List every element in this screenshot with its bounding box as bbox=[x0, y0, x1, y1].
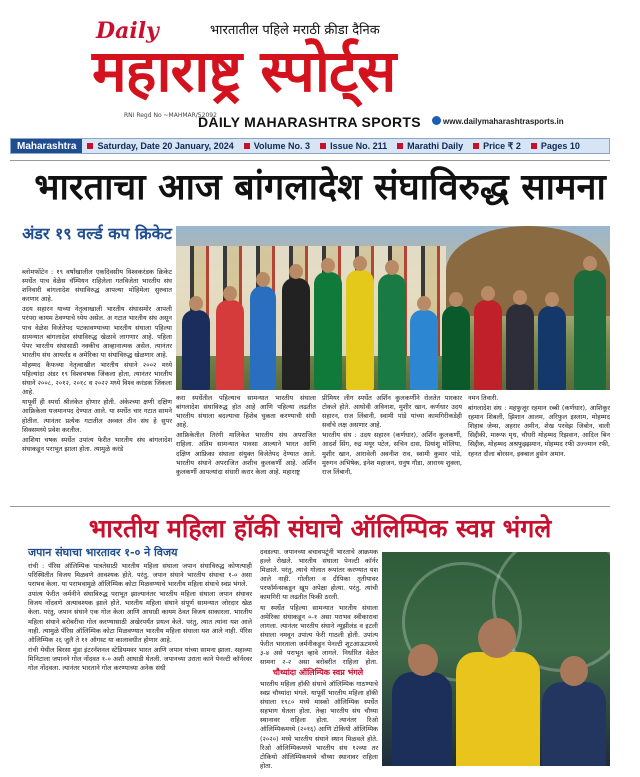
player-figure bbox=[456, 652, 540, 766]
u19-captains-photo bbox=[176, 226, 610, 390]
paragraph: नमन तिवारी. bbox=[468, 394, 499, 402]
paragraph: दवडल्या. जपानच्या बचावपटूंनी भारताचे आक्रमक हल्ले रोखले. भारतीय संघाला पेनल्टी कॉर्नर मिळाले. परंतु, त्याचे गोलात रूपांतर करण्यात यश आले नाही. गोलीला व दीपिका तृतीयावर परफॉर्मन्सकडून खूप अपेक्षा होत्या. परंतु, त्यांची कामगिरी या लढतीत फिकी ठरली. bbox=[260, 548, 378, 602]
player-figure bbox=[410, 310, 438, 390]
player-head bbox=[408, 644, 438, 676]
edition-state: Maharashtra bbox=[11, 139, 82, 153]
issue-pages-text: Pages 10 bbox=[540, 141, 580, 151]
player-figure bbox=[442, 306, 470, 390]
issue-volume-text: Volume No. 3 bbox=[253, 141, 311, 151]
player-figure bbox=[182, 310, 210, 390]
bullet-square-icon bbox=[473, 143, 479, 149]
paragraph: करा स्पर्धेतील पहिल्याच सामन्यात भारतीय संघाला बांगलादेश संघाविरुद्ध होत आहे आणि पहिल्या लढतीत भारतीय संघाला बदल्याचा हिशेब चुकता करण्याची संधी आहे. bbox=[176, 394, 316, 430]
player-head bbox=[560, 656, 588, 686]
website-text: www.dailymaharashtrasports.in bbox=[443, 117, 564, 126]
website-link[interactable] bbox=[432, 116, 564, 126]
issue-date bbox=[82, 141, 238, 151]
masthead bbox=[0, 0, 640, 130]
story2-column-2b bbox=[260, 680, 378, 770]
bullet-square-icon bbox=[531, 143, 537, 149]
paragraph: मोहम्मद कैफच्या नेतृत्वाखील भारतीय संघाने २००२ मध्ये पहिल्यांदा अंडर १९ विश्वचषक जिंकला होता, त्यानंतर भारतीय संघाने २००८, २०१२, २०१८ व २०२२ मध्ये विश्व करंडक जिंकला आहे. bbox=[22, 360, 172, 397]
bullet-square-icon bbox=[244, 143, 250, 149]
paragraph: बांगलादेश संघ : महफुजूर रहमान रब्बी (कर्णधार), आशिकूर रहमान शिबली, झिशान आलम, अरिफुल इस्लाम, मोहम्मद शिहाब जेम्स, अहरार अमीन, शेख परवेझ जिबोन, वाली सिद्दीकी, मारूफ मृध, चौधरी मोहम्मद रिझवान, आदिल बिन सिद्दीक, मोहम्मद अश्रफुझ्झमान, मोहम्मद रफी उज्ज्मान रफी, रहनत दौला बोरसन, इक्बाल हुसेन अमान. bbox=[468, 404, 610, 458]
player-head bbox=[478, 618, 516, 658]
divider bbox=[10, 160, 610, 161]
story2-headline: भारतीय महिला हॉकी संघाचे ऑलिम्पिक स्वप्न भंगले bbox=[88, 514, 552, 543]
player-figure bbox=[250, 286, 276, 390]
globe-icon bbox=[432, 116, 441, 125]
player-figure bbox=[574, 270, 606, 390]
bullet-square-icon bbox=[87, 143, 93, 149]
story1-column-4 bbox=[468, 394, 610, 498]
player-figure bbox=[542, 682, 606, 766]
bullet-square-icon bbox=[320, 143, 326, 149]
paragraph: उपांत्य फेरीत जर्मनीने संघाविरुद्ध पराभूत झाल्यानंतर भारतीय महिला संघाला जपान संघावर विजय नोंदवणे अत्यावश्यक झाले होते. भारतीय महिला संघाने संपूर्ण सामन्यात जोरदार खेळ केला. परंतु, जपान संघाने एक गोल केला आणि आघाडी कायम ठेवत विजय साकारला. भारतीय महिला संघाने बरोबरीचा गोल करण्यासाठी अखेरपर्यंत प्रयत्न केले. परंतु, त्यात त्यांना यश आले नाही. त्यामुळे पॅरिस ऑलिम्पिक कोटा मिळवण्यात भारतीय महिला संघाला यश आले नाही. पॅरिस ऑलिम्पिक २६ जुलै ते ११ ऑगस्ट या कालावधीत होणार आहे. bbox=[28, 590, 252, 644]
issue-language bbox=[392, 141, 468, 151]
story2-column-1 bbox=[28, 562, 252, 770]
paragraph: रांची येथील बिरसा मुंडा इंटरनॅशनल स्टेडियमवर भारत आणि जपान यांच्या सामना झाला. सहाव्या मिनिटाला जपानने गोल नोंदवत १-० अशी आघाडी घेतली. जपानच्या उराता काने पेनल्टी कॉर्नरवर गोल नोंदवला. त्यानंतर भारताने गोल करण्याच्या अनेक संधी bbox=[28, 645, 252, 673]
hockey-team-photo bbox=[382, 552, 610, 766]
newspaper-logo-title: महाराष्ट्र स्पोर्ट्स bbox=[92, 37, 396, 105]
player-figure bbox=[282, 278, 310, 390]
player-figure bbox=[346, 270, 374, 390]
paragraph: उदय सहारन याच्या नेतृत्वाखाली भारतीय संघासमोर आपली परंपरा कायम ठेवण्याचे ध्येय असेल. अ गटात भारतीय संघ असून पाच वेळेस विजेतेपद पटकावण्याच्या भारतीय संघाला पहिल्या सामन्यात बांगलादेश संघाविरुद्ध खेळावे लागणार आहे. पहिला पेपर भारतीय संघासाठी नक्कीच आव्हानात्मक असेल. त्यानंतर भारतीय संघ आयर्लंड व अमेरिका या संघांविरुद्ध खेळणार आहे. bbox=[22, 305, 172, 359]
issue-number bbox=[315, 141, 392, 151]
story1-column-3 bbox=[322, 394, 462, 498]
paragraph: भारतीय महिला हॉकी संघाचे ऑलिम्पिक गाठण्याचे स्वप्न चौथ्यांदा भंगले. यापूर्वी भारतीय महिला हॉकी संघाला १९८० मध्ये मास्को ऑलिम्पिक स्पर्धेत सहभाग घेतला होता. तेव्हा भारतीय संघ चौथ्या स्थानावर राहिला होता. त्यानंतर रिओ ऑलिम्पिकमध्ये (२०१६) आणि टोकियो ऑलिम्पिक (२०२०) मध्ये भारतीय संघाने स्थान मिळवले होते. रिओ ऑलिम्पिकमध्ये भारतीय संघ १२व्या तर टोकियो ऑलिम्पिकमध्ये चौथ्या स्थानावर राहिला होता. bbox=[260, 680, 378, 770]
paragraph: रांची : पॅरिस ऑलिम्पिक पात्रतेसाठी भारतीय महिला संघाला जपान संघाविरुद्ध कोणत्याही परिस्थितीत विजय मिळवणे आवश्यक होते. परंतु, जपान संघाने भारतीय संघाचा १-० असा पराभव केला. या पराभवामुळे ऑलिम्पिक कोटा मिळवण्याचे भारतीय महिला संघाचे स्वप्न भंगले. bbox=[28, 562, 252, 589]
masthead-daily: Daily bbox=[96, 18, 159, 44]
player-figure bbox=[314, 272, 342, 390]
issue-language-text: Marathi Daily bbox=[407, 141, 464, 151]
story2-subheadline: जपान संघाचा भारतावर १-० ने विजय bbox=[28, 546, 178, 559]
player-figure bbox=[506, 304, 534, 390]
issue-pages bbox=[526, 141, 585, 151]
player-figure bbox=[378, 274, 406, 390]
story1-column-2 bbox=[176, 394, 316, 498]
masthead-tagline: भारतातील पहिले मराठी क्रीडा दैनिक bbox=[210, 23, 380, 38]
paragraph: यापूर्वी ही स्पर्धा श्रीलंकेत होणार होती. अंकेश्च्या क्षणी दक्षिण आफ्रिकेला यजमानपद देण्यात आले. या स्पर्धेत चार गटात सामने होतील. त्यानंतर प्रत्येक गटातील अव्वल तीन संघ हे सुपर सिक्समध्ये प्रवेश करतील. bbox=[22, 398, 172, 434]
rni-number: RNI Regd No ~MAHMAR/52092 bbox=[124, 112, 217, 119]
player-figure bbox=[216, 300, 244, 390]
player-figure bbox=[474, 300, 502, 390]
english-title: DAILY MAHARASHTRA SPORTS bbox=[198, 114, 421, 130]
issue-price-text: Price ₹ 2 bbox=[483, 140, 521, 151]
issue-volume bbox=[239, 141, 315, 151]
paragraph: आशिया चषक स्पर्धेत उपांत्य फेरीत भारतीय संघ बांगलादेश संघाकडून पराभूत झाला होता. त्यामुळे करंडे bbox=[22, 435, 172, 453]
paragraph: आफ्रिकेतील तिरंगी मालिकेत भारतीय संघ अपराजित राहिला. अंतिम सामन्यात पावसा आल्याने भारत आणि दक्षिण आफ्रिका संघाला संयुक्त विजेतेपद देण्यात आले. भारतीय संघाने अपराजित अशीच कुलकर्णी आहे. अर्शिन कुलकर्णी आपल्यांदा संधारी करार केला आहे. महाराष्ट्र bbox=[176, 431, 316, 476]
issue-price bbox=[468, 141, 526, 152]
paragraph: प्रीमियर लीग स्पर्धेत अर्शिन कुलकर्णीने रोलतेत पारकार टोकले होते. आघोवी अविनाश, मुशीर खान, कर्णधार उदय सहारन, राज लिंबानी, स्वामी पांडे यांच्या कामगिरीकडेही सर्वांचे लक्ष असणार आहे. bbox=[322, 394, 462, 430]
story2-inline-subheadline: चौथ्यांदा ऑलिम्पिक स्वप्न भंगले bbox=[272, 668, 364, 677]
player-figure bbox=[392, 672, 452, 766]
player-figure bbox=[538, 306, 566, 390]
paragraph: या स्पर्धेत पहिल्या सामन्यात भारतीय संघाला अमेरिका संघाकडून ०-१ असा पराभव स्वीकारावा लागला. त्यानंतर भारतीय संघाने न्यूझीलंड व इटली संघाला नमवून उपांत्य फेरी गाठली होती. उपांत्य फेरीत भारताला जर्मनीकडून पेनल्टी शूटआऊटमध्ये ३-४ असे पराभूत व्हावे लागले. निर्धारित वेळेत सामना २-२ असा बरोबरीत राहिला होता. bbox=[260, 603, 378, 666]
paragraph: ब्लोमफोंटेन : १९ वर्षांखालील एकदिवसीय विश्वकरंडक क्रिकेट स्पर्धेत पाच वेळेस चॅम्पियन राहिलेला गतविजेता भारतीय संघ शनिवारी बांगलादेश संघाविरुद्ध आपल्या मोहिमेला सुरुवात करणार आहे. bbox=[22, 268, 172, 304]
issue-date-text: Saturday, Date 20 January, 2024 bbox=[97, 141, 234, 151]
story2-column-2 bbox=[260, 548, 378, 666]
story1-column-1 bbox=[22, 268, 172, 504]
divider bbox=[10, 506, 610, 507]
story1-headline: भारताचा आज बांगलादेश संघाविरुद्ध सामना bbox=[34, 167, 606, 208]
bullet-square-icon bbox=[397, 143, 403, 149]
paragraph: भारतीय संघ : उदय सहारन (कर्णधार), अर्शिन कुलकर्णी, आदर्श सिंग, रुद्र मयूर पटेल, सचिन दास, प्रियांशु मोलिया, मुशीर खान, आरावेली अवनीश राव, स्वामी कुमार पांडे, मुरुगन अभिषेक, इनेश महाजन, धनुष गौडा, आराध्य शुक्ला, राज लिंबानी, bbox=[322, 431, 462, 476]
story1-subheadline: अंडर १९ वर्ल्ड कप क्रिकेट bbox=[22, 224, 172, 243]
issue-number-text: Issue No. 211 bbox=[330, 141, 388, 151]
issue-info-bar bbox=[10, 138, 610, 154]
